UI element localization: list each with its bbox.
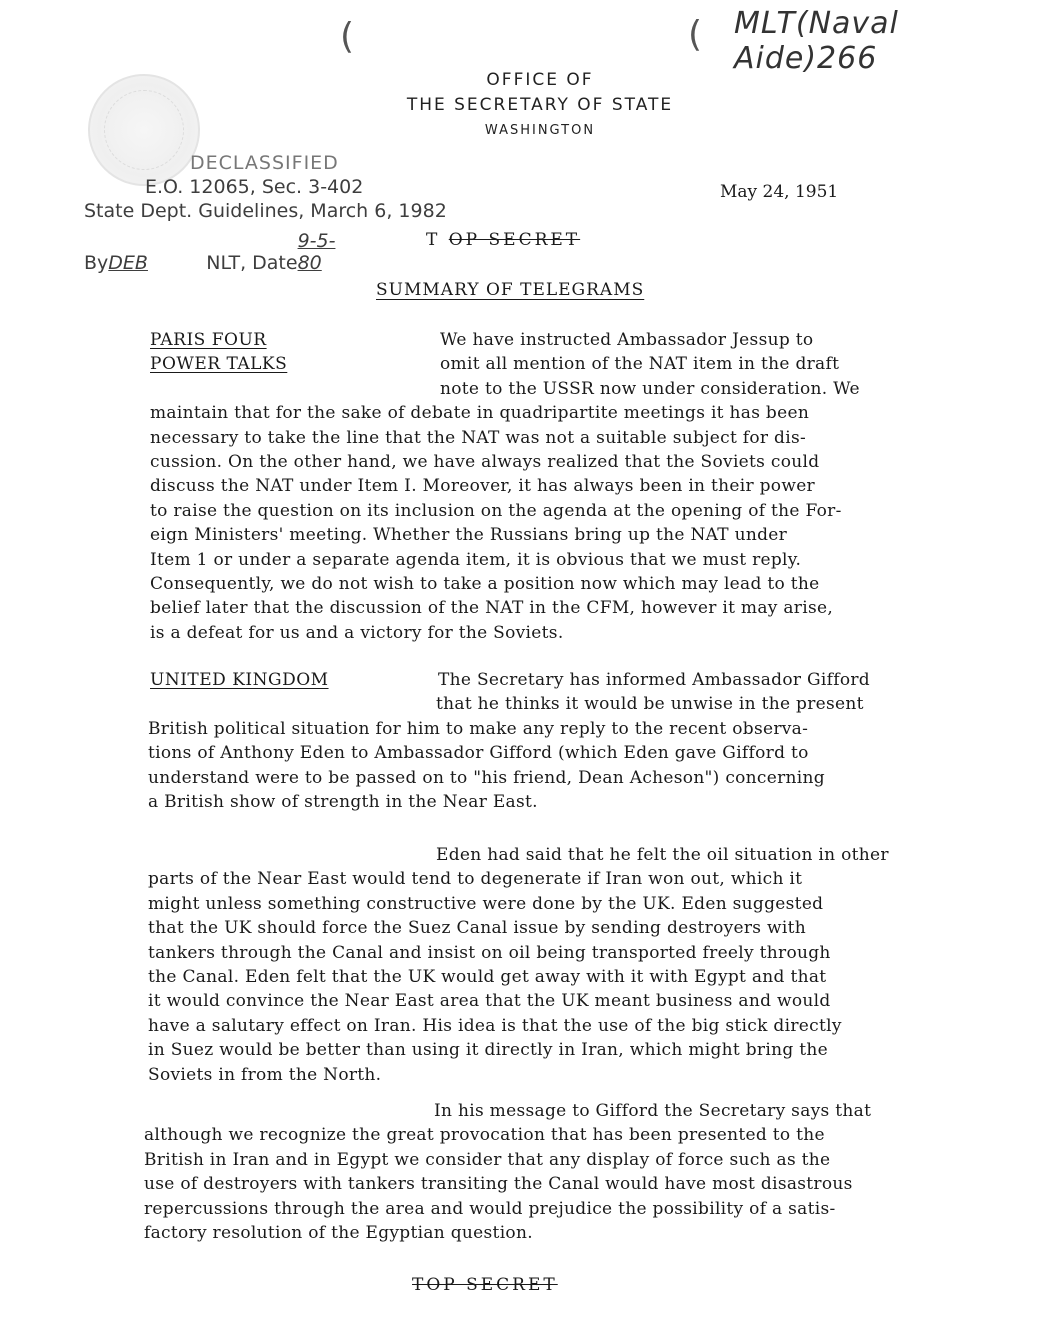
letterhead-secretary: THE SECRETARY OF STATE [406,95,674,115]
memo-date: May 24, 1951 [720,182,839,202]
uk-p2-line: tankers through the Canal and insist on oil being transported freely through [148,942,831,963]
uk-p1-line: understand were to be passed on to "his friend, Dean Acheson") concerning [148,767,825,788]
uk-p2-line: parts of the Near East would tend to degenerate if Iran won out, which it [148,869,803,890]
paris-line: is a defeat for us and a victory for the Soviets. [150,622,564,643]
uk-p3-line: In his message to Gifford the Secretary says that [434,1101,872,1121]
by-label: By [84,252,109,274]
paragraph-uk-2 [148,843,889,1087]
by-initials: DEB [108,252,148,274]
paris-line: to raise the question on its inclusion on the agenda at the opening of the For- [150,500,842,521]
uk-p2-line: the Canal. Eden felt that the UK would get away with it with Egypt and that [148,967,827,988]
margin-paren-right: ( [688,14,703,55]
paragraph-uk-3 [144,1099,871,1245]
heading-uk: UNITED KINGDOM [150,670,329,690]
uk-p2-line: that the UK should force the Suez Canal issue by sending destroyers with [148,918,806,939]
uk-p2-line: might unless something constructive were done by the UK. Eden suggested [148,893,824,914]
uk-p2-line: have a salutary effect on Iran. His idea is that the use of the big stick directly [148,1015,842,1036]
handwritten-file-reference: MLT(Naval Aide)266 [734,6,899,76]
guidelines-line: State Dept. Guidelines, March 6, 1982 [84,200,447,222]
paris-line: Consequently, we do not wish to take a position now which may lead to the [150,574,820,595]
uk-p1-line: British political situation for him to make any reply to the recent observa- [148,718,809,739]
heading-paris-line2: POWER TALKS [150,354,288,374]
uk-p3-line: British in Iran and in Egypt we consider that any display of force such as the [144,1149,831,1170]
uk-p1-line: tions of Anthony Eden to Ambassador Gifford (which Eden gave Gifford to [148,743,809,764]
paragraph-uk-1 [148,668,870,814]
declass-date: 9-5-80 [297,230,336,274]
classification-header-text [426,230,580,250]
classification-header-letter: T [426,230,449,250]
declass-authority-line [84,230,354,274]
uk-p1-line: The Secretary has informed Ambassador Gifford [438,670,870,690]
uk-p1-line: that he thinks it would be unwise in the present [436,694,864,715]
uk-p3-line: use of destroyers with tankers transiting the Canal would have most disastrous [144,1174,853,1195]
paris-line: Item 1 or under a separate agenda item, it is obvious that we must reply. [150,549,802,570]
uk-p3-line: factory resolution of the Egyptian question. [144,1223,533,1244]
paris-line: maintain that for the sake of debate in quadripartite meetings it has been [150,403,810,424]
uk-p2-line: Eden had said that he felt the oil situation in other [436,845,889,865]
classification-header [426,230,580,250]
uk-p2-line: in Suez would be better than using it directly in Iran, which might bring the [148,1040,828,1061]
uk-p2-line: it would convince the Near East area that the UK meant business and would [148,991,831,1012]
uk-p2-line: Soviets in from the North. [148,1064,382,1085]
executive-order-line: E.O. 12065, Sec. 3-402 [145,176,364,198]
paris-line: We have instructed Ambassador Jessup to [440,330,814,350]
declassified-stamp: DECLASSIFIED [190,152,339,174]
paris-line: cussion. On the other hand, we have always realized that the Soviets could [150,452,820,473]
paris-line: note to the USSR now under consideration. We [440,378,860,399]
paris-line: necessary to take the line that the NAT was not a suitable subject for dis- [150,427,807,448]
paragraph-paris [150,328,860,645]
document-title: SUMMARY OF TELEGRAMS [376,280,645,300]
classification-footer: TOP SECRET [412,1275,558,1295]
nlt-date-label: NLT, Date [206,252,298,274]
margin-paren-left: ( [340,16,355,57]
letterhead-city: WASHINGTON [484,123,596,138]
paris-line: eign Ministers' meeting. Whether the Russians bring up the NAT under [150,525,788,546]
classification-header-struck: OP SECRET [448,230,581,250]
paris-line: discuss the NAT under Item I. Moreover, it has always been in their power [150,476,815,497]
paris-line: omit all mention of the NAT item in the draft [440,354,840,375]
paris-line: belief later that the discussion of the NAT in the CFM, however it may arise, [150,598,834,619]
uk-p3-line: repercussions through the area and would prejudice the possibility of a satis- [144,1198,836,1219]
uk-p3-line: although we recognize the great provocation that has been presented to the [144,1125,825,1146]
uk-p1-line: a British show of strength in the Near East. [148,792,538,813]
heading-paris-line1: PARIS FOUR [150,330,267,350]
letterhead-office: OFFICE OF [486,70,594,90]
